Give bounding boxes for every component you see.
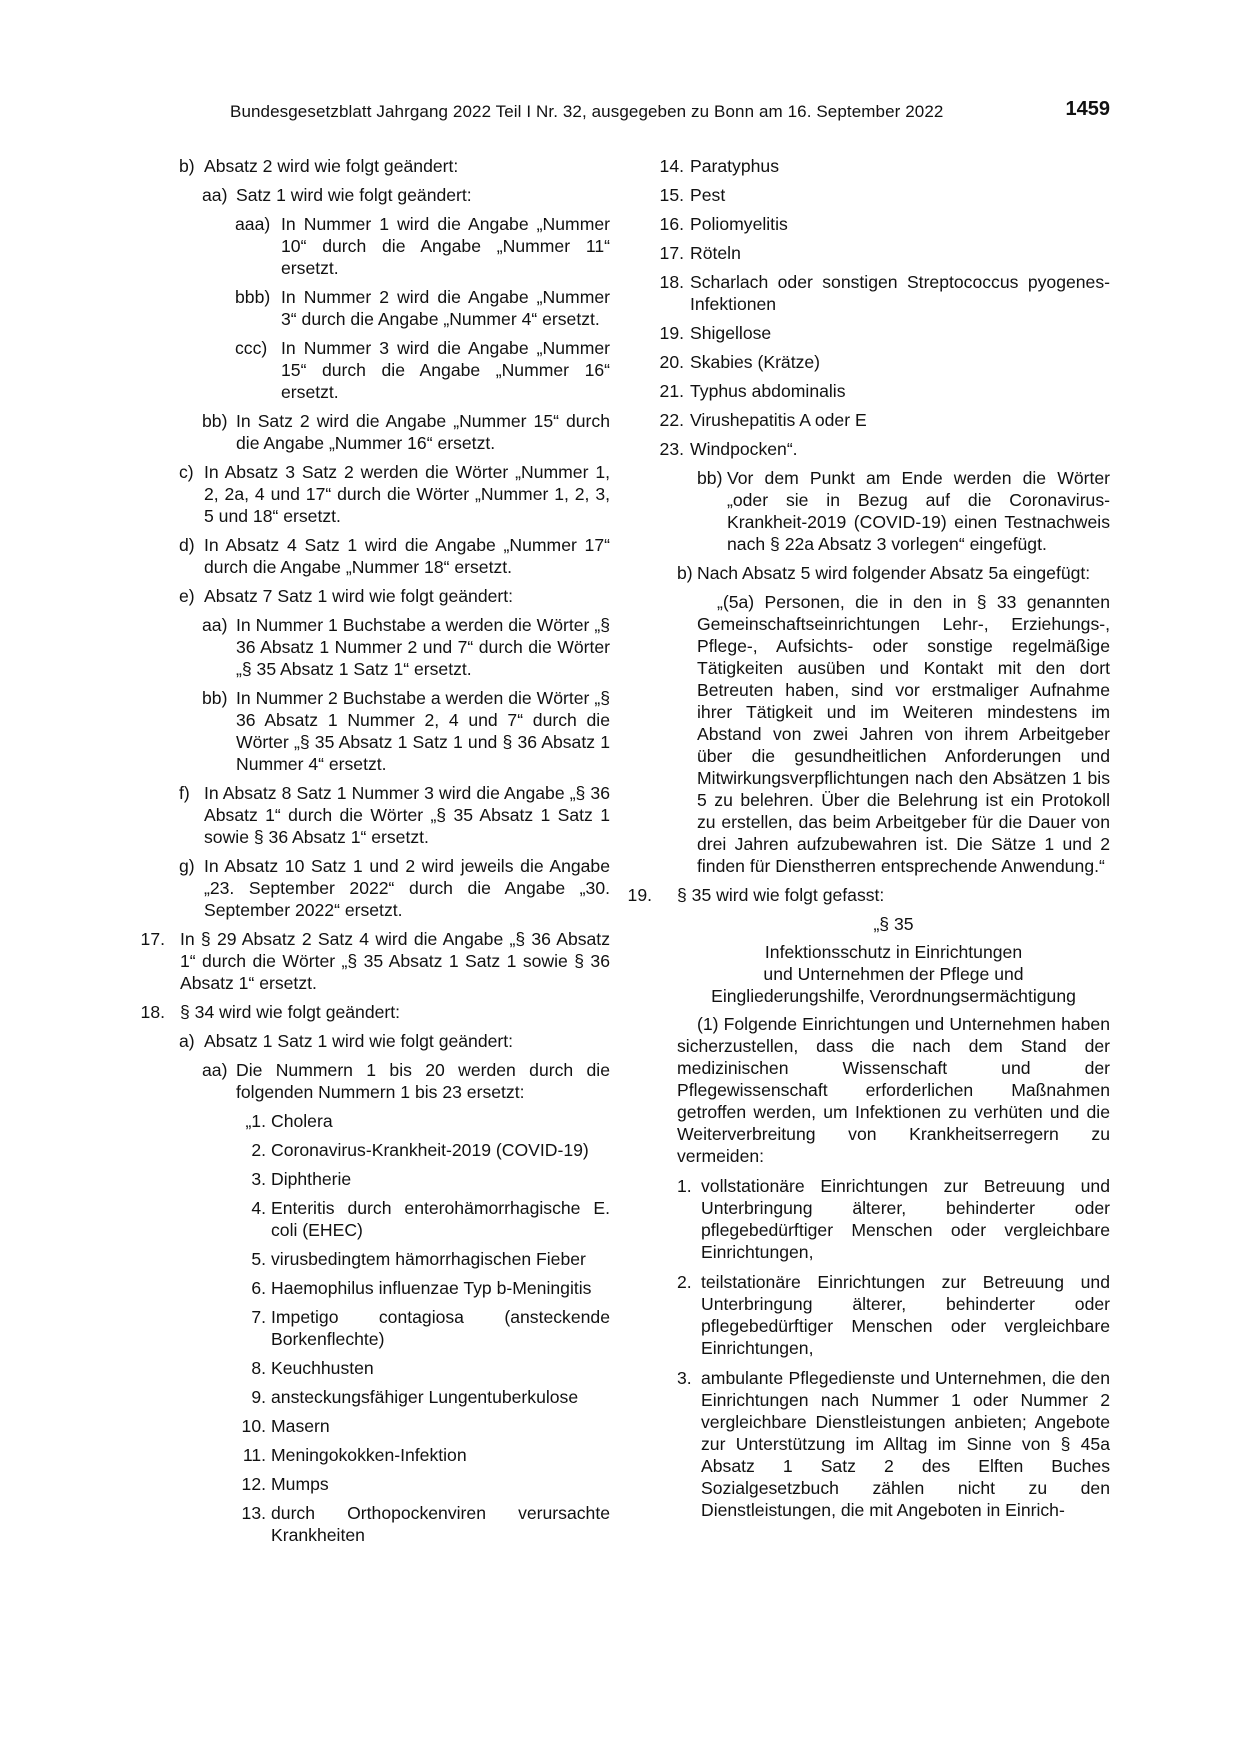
amendment-b-bb: [135, 410, 610, 454]
amendment-18-bb: [697, 467, 1110, 555]
amendment-18-aa: [135, 1059, 610, 1103]
page-number: 1459: [1065, 98, 1110, 120]
amendment-c: [135, 461, 610, 527]
item-label: 22.: [659, 410, 684, 430]
item-label: 18.: [659, 272, 684, 292]
disease-list-item: [135, 1168, 610, 1190]
amendment-18-a: [135, 1030, 610, 1052]
amendment-d: [135, 534, 610, 578]
item-label: bb): [202, 688, 228, 708]
item-text: ansteckungsfähiger Lungentuberkulose: [271, 1387, 579, 1407]
paragraph-1: (1) Folgende Einrichtungen und Unternehmen haben sicherzustellen, dass die nach dem Stand der medizinischen Wissenschaft und der Pflegewissenschaft erforderlichen Maßnahmen getroffen werden, um Infektionen zu verhüten und die Weiterverbreitung von Krankheitserregern zu vermeiden:: [677, 1014, 1110, 1166]
item-text: ambulante Pflegedienste und Unternehmen, die den Einrichtungen nach Nummer 1 oder Nummer 2 vergleichbare Dienstleistungen anbieten; Angebote zur Unterstützung im Alltag im Sinne von § 45a Absatz 1 Satz 2 des Elften Buches Sozialgesetzbuch zählen nicht zu den Dienstleistungen, die mit Angeboten in Einrich-: [701, 1368, 1110, 1520]
item-text: In Nummer 1 wird die Angabe „Nummer 10“ durch die Angabe „Nummer 11“ ersetzt.: [281, 214, 610, 278]
item-text: Scharlach oder sonstigen Streptococcus pyogenes-Infektionen: [690, 272, 1110, 314]
disease-list-item: [632, 242, 1110, 264]
item-label: 6.: [251, 1278, 266, 1298]
item-text: § 34 wird wie folgt geändert:: [180, 1002, 401, 1022]
disease-list-item: [632, 213, 1110, 235]
item-label: a): [179, 1031, 195, 1051]
item-label: 23.: [659, 439, 684, 459]
left-column: [135, 155, 610, 1553]
item-label: 2.: [677, 1272, 692, 1292]
header-title: Bundesgesetzblatt Jahrgang 2022 Teil I Nr. 32, ausgegeben zu Bonn am 16. September 2022: [230, 102, 944, 121]
item-label: 10.: [241, 1416, 266, 1436]
disease-list-item: [135, 1415, 610, 1437]
item-label: d): [179, 535, 195, 555]
disease-list-item: [135, 1444, 610, 1466]
quote-text: „(5a) Personen, die in den in § 33 genannten Gemeinschaftseinrichtungen Lehr-, Erziehungs-, Pflege-, Aufsichts- oder sonstige regelmäßige Tätigkeiten ausüben und Kontakt mit den dort Betreuten haben, sind vor erstmaliger Aufnahme ihrer Tätigkeit und im Weiteren mindestens im Abstand von zwei Jahren von ihrem Arbeitgeber über die gesundheitlichen Anforderungen und Mitwirkungsverpflichtungen nach den Absätzen 1 bis 5 zu belehren. Über die Belehrung ist ein Protokoll zu erstellen, das beim Arbeitgeber für die Dauer von drei Jahren aufzubewahren ist. Die Sätze 1 und 2 finden für Dienstherren entsprechende Anwendung.“: [697, 592, 1110, 876]
item-label: ccc): [235, 338, 268, 358]
item-label: 7.: [251, 1307, 266, 1327]
page-header: [230, 98, 1110, 125]
disease-list-item: [135, 1110, 610, 1132]
item-label: bbb): [235, 287, 271, 307]
item-label: 18.: [140, 1002, 165, 1022]
item-text: In Nummer 2 wird die Angabe „Nummer 3“ durch die Angabe „Nummer 4“ ersetzt.: [281, 287, 610, 329]
item-label: aaa): [235, 214, 271, 234]
item-label: b): [179, 156, 195, 176]
item-text: Absatz 2 wird wie folgt geändert:: [204, 156, 459, 176]
disease-list-item: [135, 1502, 610, 1546]
item-label: bb): [697, 468, 723, 488]
item-label: aa): [202, 185, 228, 205]
disease-list-item: [135, 1386, 610, 1408]
amendment-b-aa: [135, 184, 610, 206]
amendment-18: [135, 1001, 610, 1023]
disease-list-item: [632, 351, 1110, 373]
disease-list-item: [632, 322, 1110, 344]
item-text: In Absatz 10 Satz 1 und 2 wird jeweils die Angabe „23. September 2022“ durch die Angabe „30. September 2022“ ersetzt.: [204, 856, 610, 920]
right-column: [627, 155, 1110, 1529]
item-label: c): [179, 462, 194, 482]
amendment-aaa: [135, 213, 610, 279]
item-label: „1.: [245, 1111, 266, 1131]
section-label: „§ 35: [873, 914, 914, 934]
item-text: Absatz 1 Satz 1 wird wie folgt geändert:: [204, 1031, 514, 1051]
disease-list-item: [135, 1248, 610, 1270]
item-label: 14.: [659, 156, 684, 176]
amendment-b: [135, 155, 610, 177]
disease-list-item: [135, 1306, 610, 1350]
item-label: e): [179, 586, 195, 606]
item-label: 5.: [251, 1249, 266, 1269]
amendment-17: [135, 928, 610, 994]
item-label: bb): [202, 411, 228, 431]
item-text: Virushepatitis A oder E: [690, 410, 867, 430]
disease-list-item: [632, 380, 1110, 402]
item-label: 4.: [251, 1198, 266, 1218]
amendment-g: [135, 855, 610, 921]
disease-list-item: [632, 184, 1110, 206]
item-label: g): [179, 856, 195, 876]
disease-list-item: [135, 1473, 610, 1495]
item-text: teilstationäre Einrichtungen zur Betreuung und Unterbringung älterer, behinderter oder pflegebedürftiger Menschen oder vergleichbare Einrichtungen,: [701, 1272, 1110, 1358]
item-text: Die Nummern 1 bis 20 werden durch die folgenden Nummern 1 bis 23 ersetzt:: [236, 1060, 610, 1102]
item-label: 20.: [659, 352, 684, 372]
item-label: 19.: [659, 323, 684, 343]
item-label: 16.: [659, 214, 684, 234]
disease-list-item: [632, 438, 1110, 460]
item-text: Vor dem Punkt am Ende werden die Wörter „oder sie in Bezug auf die Coronavirus-Krankheit-2019 (COVID-19) einen Testnachweis nach § 22a Absatz 3 vorlegen“ eingefügt.: [727, 468, 1110, 554]
item-label: 17.: [659, 243, 684, 263]
item-text: Poliomyelitis: [690, 214, 788, 234]
item-label: 9.: [251, 1387, 266, 1407]
disease-list-item: [632, 409, 1110, 431]
item-text: Keuchhusten: [271, 1358, 374, 1378]
facility-list-item: [677, 1367, 1110, 1521]
disease-list-item: [632, 271, 1110, 315]
item-text: Windpocken“.: [690, 439, 798, 459]
item-text: Meningokokken-Infektion: [271, 1445, 467, 1465]
quoted-paragraph-5a: [677, 591, 1110, 877]
item-label: 3.: [251, 1169, 266, 1189]
item-text: Paratyphus: [690, 156, 779, 176]
amendment-18-b: [677, 562, 1110, 584]
item-label: 17.: [140, 929, 165, 949]
item-label: 12.: [241, 1474, 266, 1494]
disease-list-item: [135, 1197, 610, 1241]
item-text: Coronavirus-Krankheit-2019 (COVID-19): [271, 1140, 589, 1160]
item-label: 11.: [242, 1445, 266, 1465]
amendment-bbb: [135, 286, 610, 330]
item-text: Haemophilus influenzae Typ b-Meningitis: [271, 1278, 592, 1298]
item-text: Typhus abdominalis: [690, 381, 846, 401]
item-label: 13.: [241, 1503, 266, 1523]
item-label: f): [179, 783, 190, 803]
disease-list-item: [135, 1357, 610, 1379]
item-text: Absatz 7 Satz 1 wird wie folgt geändert:: [204, 586, 514, 606]
item-text: In Nummer 2 Buchstabe a werden die Wörter „§ 36 Absatz 1 Nummer 2, 4 und 7“ durch die Wörter „§ 35 Absatz 1 Satz 1 und § 36 Absatz 1 Nummer 4“ ersetzt.: [236, 688, 610, 774]
item-label: b): [677, 563, 693, 583]
disease-list-item: [135, 1277, 610, 1299]
item-text: § 35 wird wie folgt gefasst:: [677, 885, 885, 905]
item-text: Shigellose: [690, 323, 772, 343]
facility-list-item: [677, 1175, 1110, 1263]
amendment-19: [627, 884, 1110, 906]
item-text: durch Orthopockenviren verursachte Krankheiten: [271, 1503, 610, 1545]
item-text: Skabies (Krätze): [690, 352, 821, 372]
amendment-f: [135, 782, 610, 848]
amendment-e-bb: [135, 687, 610, 775]
item-text: Pest: [690, 185, 726, 205]
item-text: In Absatz 8 Satz 1 Nummer 3 wird die Angabe „§ 36 Absatz 1“ durch die Wörter „§ 35 Absatz 1 Satz 1 sowie § 36 Absatz 1“ ersetzt.: [204, 783, 610, 847]
item-text: In Satz 2 wird die Angabe „Nummer 15“ durch die Angabe „Nummer 16“ ersetzt.: [236, 411, 610, 453]
section-title-line-3: Eingliederungshilfe, Verordnungsermächtigung: [711, 986, 1076, 1006]
item-label: 21.: [659, 381, 684, 401]
item-text: Satz 1 wird wie folgt geändert:: [236, 185, 472, 205]
item-text: Cholera: [271, 1111, 333, 1131]
section-35: [677, 913, 1110, 1521]
item-text: In § 29 Absatz 2 Satz 4 wird die Angabe „§ 36 Absatz 1“ durch die Wörter „§ 35 Absatz 1 Satz 1 sowie § 36 Absatz 1“ ersetzt.: [180, 929, 610, 993]
item-text: Enteritis durch enterohämorrhagische E. coli (EHEC): [271, 1198, 610, 1240]
item-label: 1.: [677, 1176, 692, 1196]
amendment-e: [135, 585, 610, 607]
item-label: 8.: [251, 1358, 266, 1378]
item-text: Masern: [271, 1416, 330, 1436]
item-label: aa): [202, 1060, 228, 1080]
item-text: In Absatz 4 Satz 1 wird die Angabe „Nummer 17“ durch die Angabe „Nummer 18“ ersetzt.: [204, 535, 610, 577]
item-text: vollstationäre Einrichtungen zur Betreuung und Unterbringung älterer, behinderter oder pflegebedürftiger Menschen oder vergleichbare Einrichtungen,: [701, 1176, 1110, 1262]
item-text: In Nummer 1 Buchstabe a werden die Wörter „§ 36 Absatz 1 Nummer 2 und 7“ durch die Wörter „§ 35 Absatz 1 Satz 1“ ersetzt.: [236, 615, 610, 679]
item-text: Mumps: [271, 1474, 329, 1494]
item-text: In Absatz 3 Satz 2 werden die Wörter „Nummer 1, 2, 2a, 4 und 17“ durch die Wörter „Nummer 1, 2, 3, 5 und 18“ ersetzt.: [204, 462, 610, 526]
amendment-e-aa: [135, 614, 610, 680]
item-label: 2.: [251, 1140, 266, 1160]
item-text: Impetigo contagiosa (ansteckende Borkenflechte): [271, 1307, 610, 1349]
section-title-line-1: Infektionsschutz in Einrichtungen: [764, 942, 1023, 962]
disease-list-item: [632, 155, 1110, 177]
item-label: 19.: [627, 885, 652, 905]
item-label: 15.: [659, 185, 684, 205]
amendment-ccc: [135, 337, 610, 403]
item-text: Nach Absatz 5 wird folgender Absatz 5a eingefügt:: [697, 563, 1091, 583]
item-text: In Nummer 3 wird die Angabe „Nummer 15“ durch die Angabe „Nummer 16“ ersetzt.: [281, 338, 610, 402]
item-label: 3.: [677, 1368, 692, 1388]
section-title-line-2: und Unternehmen der Pflege und: [763, 964, 1024, 984]
item-label: aa): [202, 615, 228, 635]
item-text: virusbedingtem hämorrhagischen Fieber: [271, 1249, 586, 1269]
disease-list-item: [135, 1139, 610, 1161]
facility-list-item: [677, 1271, 1110, 1359]
item-text: Röteln: [690, 243, 741, 263]
item-text: Diphtherie: [271, 1169, 352, 1189]
